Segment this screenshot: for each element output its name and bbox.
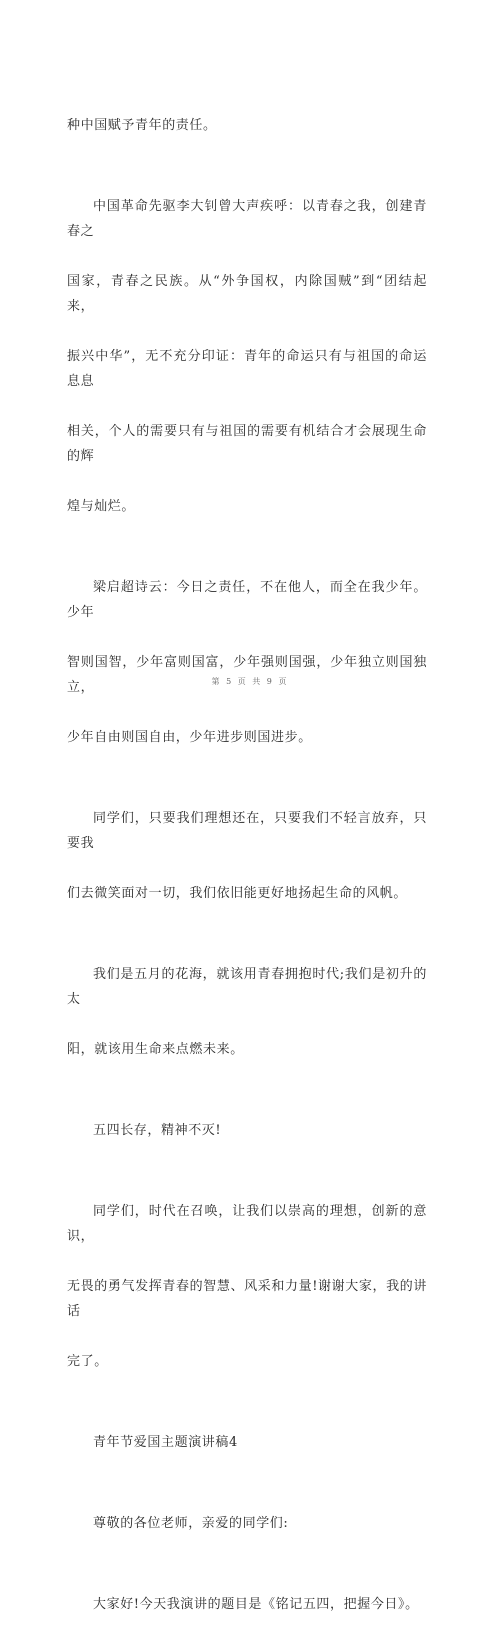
paragraph-may-flowers [67,937,427,1087]
text-line: 少年自由则国自由，少年进步则国进步。 [67,730,312,745]
text-line: 阳，就该用生命来点燃未来。 [67,1042,244,1057]
text-line: 同学们，只要我们理想还在，只要我们不轻言放弃，只要我 [67,811,427,851]
text-line: 完了。 [67,1354,108,1369]
paragraph-may-fourth-spirit [67,1093,427,1168]
text-line: 我们是五月的花海，就该用青春拥抱时代;我们是初升的太 [67,967,427,1007]
page-number-footer: 第 5 页 共 9 页 [211,677,289,686]
text-line: 们去微笑面对一切，我们依旧能更好地扬起生命的风帆。 [67,886,408,901]
paragraph-ideals [67,781,427,931]
text-line: 梁启超诗云：今日之责任，不在他人，而全在我少年。少年 [67,580,427,620]
text-line: 相关，个人的需要只有与祖国的需要有机结合才会展现生命的辉 [67,424,427,464]
heading-text: 青年节爱国主题演讲稿4 [93,1435,238,1450]
text-line: 振兴中华”，无不充分印证：青年的命运只有与祖国的命运息息 [67,349,427,389]
text-line: 同学们，时代在召唤，让我们以崇高的理想，创新的意识， [67,1204,427,1244]
paragraph-greeting [67,1567,427,1642]
speech-heading [67,1405,427,1480]
text-line: 国家，青春之民族。从“外争国权，内除国贼”到“团结起来， [67,274,427,314]
text-line: 五四长存，精神不灭! [93,1123,222,1138]
text-line: 大家好!今天我演讲的题目是《铭记五四，把握今日》。 [93,1597,419,1612]
text-line: 无畏的勇气发挥青春的智慧、风采和力量!谢谢大家，我的讲话 [67,1279,427,1319]
paragraph-continuation [67,88,427,163]
document-body [67,88,427,1648]
paragraph-salutation [67,1486,427,1561]
paragraph-closing [67,1174,427,1399]
text-line: 尊敬的各位老师，亲爱的同学们: [93,1516,289,1531]
text-line: 中国革命先驱李大钊曾大声疾呼：以青春之我，创建青春之 [67,199,427,239]
text-line: 智则国智，少年富则国富，少年强则国强，少年独立则国独立， [67,655,427,695]
text-line: 种中国赋予青年的责任。 [67,118,217,133]
paragraph-liang-qichao [67,550,427,775]
paragraph-li-dazhao [67,169,427,544]
text-line: 煌与灿烂。 [67,499,136,514]
